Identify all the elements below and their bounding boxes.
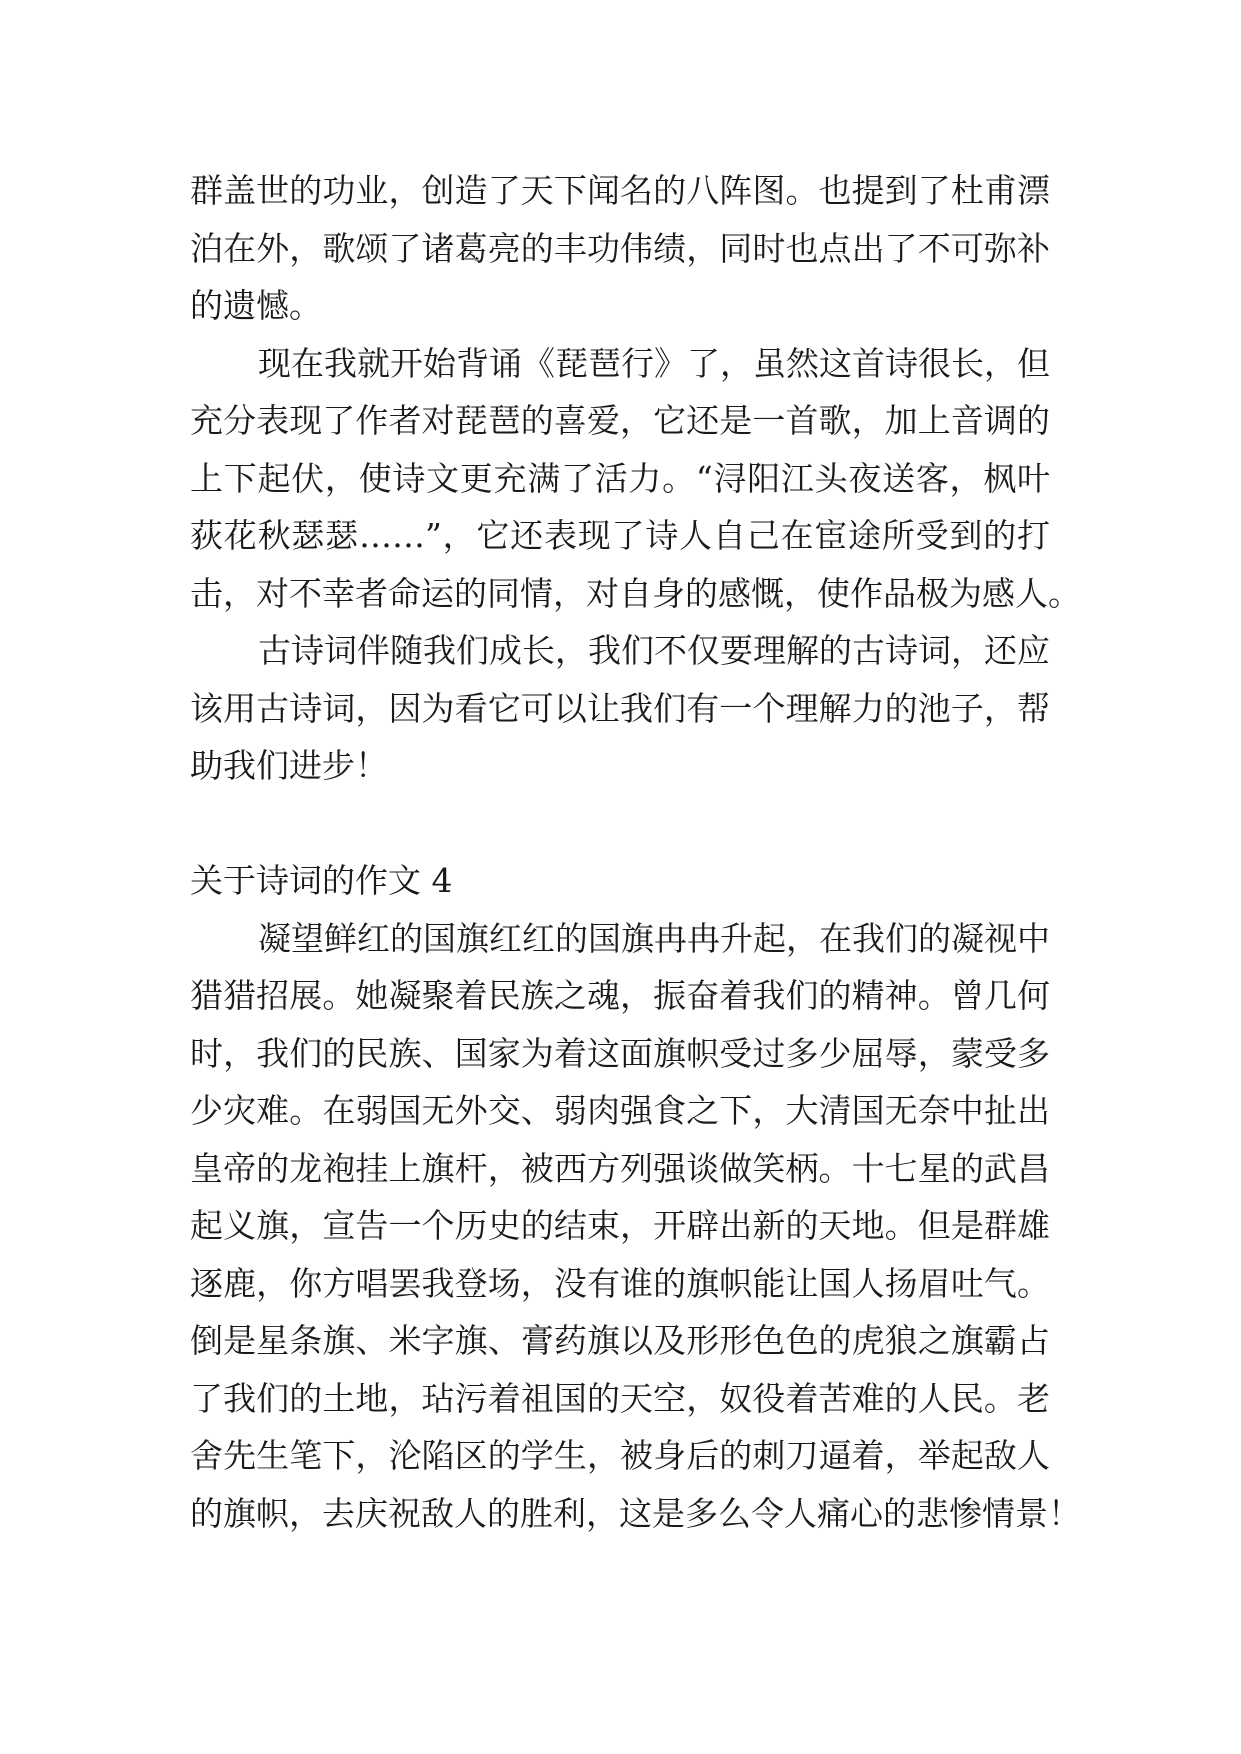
text-line: 泊在外，歌颂了诸葛亮的丰功伟绩，同时也点出了不可弥补: [190, 228, 1050, 268]
text-line: 充分表现了作者对琵琶的喜爱，它还是一首歌，加上音调的: [190, 401, 1050, 440]
paragraph-4: [190, 910, 1081, 1543]
text-line: 舍先生笔下，沦陷区的学生，被身后的刺刀逼着，举起敌人: [190, 1436, 1050, 1475]
document-body: [190, 162, 1081, 1542]
text-line: 助我们进步！: [190, 746, 388, 785]
paragraph-1: [190, 162, 1050, 335]
paragraph-3: [190, 622, 1050, 795]
text-line: 猎猎招展。她凝聚着民族之魂，振奋着我们的精神。曾几何: [190, 976, 1050, 1015]
text-line: 凝望鲜红的国旗红红的国旗冉冉升起，在我们的凝视中: [258, 918, 1050, 958]
text-line: 击，对不幸者命运的同情，对自身的感慨，使作品极为感人。: [190, 573, 1081, 613]
text-line: 少灾难。在弱国无外交、弱肉强食之下，大清国无奈中扯出: [190, 1091, 1050, 1130]
text-line: 群盖世的功业，创造了天下闻名的八阵图。也提到了杜甫漂: [190, 171, 1050, 210]
text-line: 起义旗，宣告一个历史的结束，开辟出新的天地。但是群雄: [190, 1206, 1050, 1245]
text-line: 现在我就开始背诵《琵琶行》了，虽然这首诗很长，但: [258, 343, 1050, 383]
text-line: 该用古诗词，因为看它可以让我们有一个理解力的池子，帮: [190, 688, 1050, 728]
section-heading: 关于诗词的作文 4: [190, 861, 453, 900]
text-line: 上下起伏，使诗文更充满了活力。“浔阳江头夜送客，枫叶: [190, 458, 1050, 498]
text-line: 倒是星条旗、米字旗、膏药旗以及形形色色的虎狼之旗霸占: [190, 1321, 1050, 1360]
text-line: 的遗憾。: [190, 286, 322, 325]
text-line: 的旗帜，去庆祝敌人的胜利，这是多么令人痛心的悲惨情景！: [190, 1493, 1081, 1533]
paragraph-2: [190, 335, 1081, 623]
text-line: 了我们的土地，玷污着祖国的天空，奴役着苦难的人民。老: [190, 1378, 1050, 1418]
text-line: 逐鹿，你方唱罢我登场，没有谁的旗帜能让国人扬眉吐气。: [190, 1263, 1050, 1303]
text-line: 时，我们的民族、国家为着这面旗帜受过多少屈辱，蒙受多: [190, 1033, 1050, 1073]
blank-line: [190, 795, 1050, 853]
text-line: 古诗词伴随我们成长，我们不仅要理解的古诗词，还应: [258, 631, 1050, 670]
text-line: 皇帝的龙袍挂上旗杆，被西方列强谈做笑柄。十七星的武昌: [190, 1148, 1050, 1188]
text-line: 荻花秋瑟瑟……”，它还表现了诗人自己在宦途所受到的打: [190, 516, 1050, 555]
